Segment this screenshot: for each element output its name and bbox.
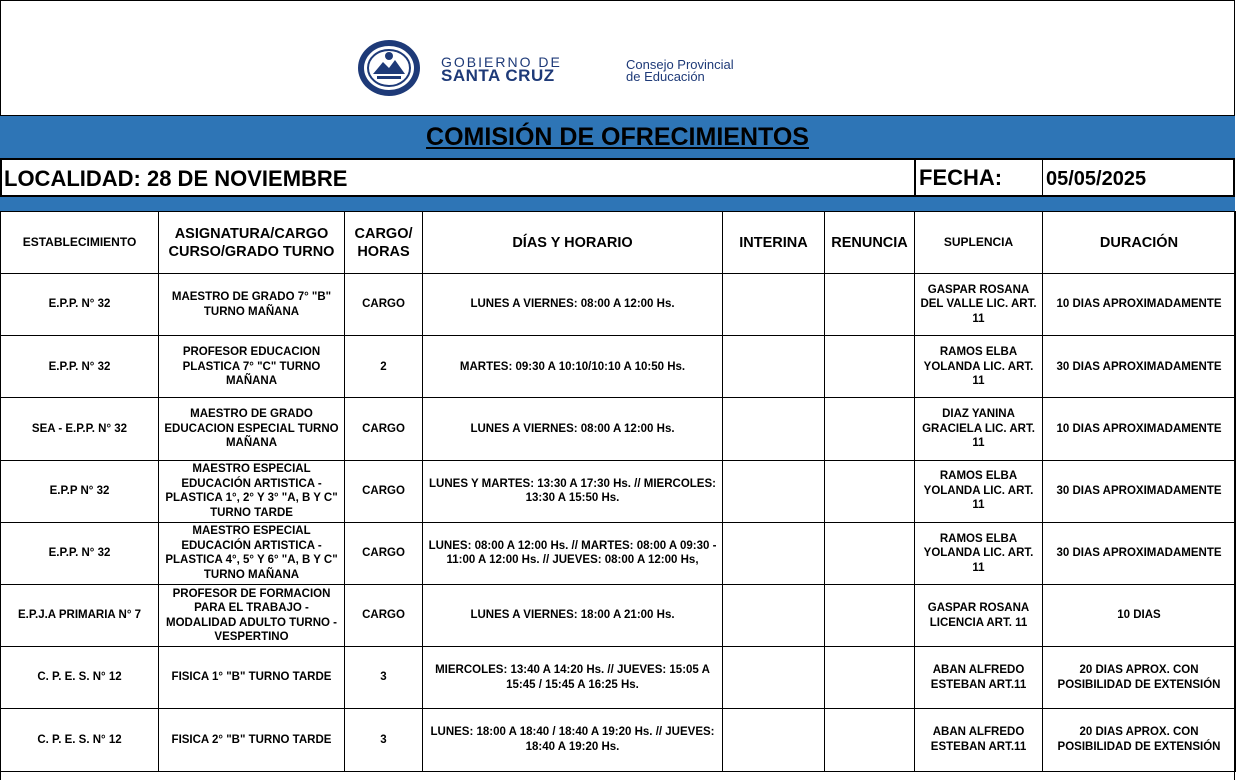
localidad-row xyxy=(0,158,1235,197)
cell-duracion: 10 DIAS APROXIMADAMENTE xyxy=(1043,274,1236,336)
table-row xyxy=(1,336,1236,398)
cell-cargo-horas: 2 xyxy=(345,336,423,398)
cell-establecimiento: E.P.P. N° 32 xyxy=(1,274,159,336)
cell-interina xyxy=(723,647,825,709)
gov-line2: SANTA CRUZ xyxy=(441,66,555,85)
col-header-establecimiento: ESTABLECIMIENTO xyxy=(1,212,159,274)
col-header-asignatura: ASIGNATURA/CARGO CURSO/GRADO TURNO xyxy=(159,212,345,274)
table-header-row xyxy=(1,212,1236,274)
table-row xyxy=(1,647,1236,709)
cell-establecimiento: E.P.P. N° 32 xyxy=(1,522,159,584)
cell-interina xyxy=(723,336,825,398)
cell-interina xyxy=(723,274,825,336)
gov-line1: GOBIERNO DE xyxy=(441,54,562,70)
consejo-line1: Consejo Provincial xyxy=(626,57,734,72)
cell-renuncia xyxy=(825,398,915,460)
divider-strip xyxy=(0,197,1235,211)
fecha-value-cell xyxy=(1042,160,1235,195)
cell-suplencia: DIAZ YANINA GRACIELA LIC. ART. 11 xyxy=(915,398,1043,460)
cell-asignatura: FISICA 1° "B" TURNO TARDE xyxy=(159,647,345,709)
cell-interina xyxy=(723,709,825,771)
cell-duracion: 20 DIAS APROX. CON POSIBILIDAD DE EXTENSIÓN xyxy=(1043,647,1236,709)
cell-dias-horario: MIERCOLES: 13:40 A 14:20 Hs. // JUEVES: 15:05 A 15:45 / 15:45 A 16:25 Hs. xyxy=(423,647,723,709)
cell-cargo-horas: CARGO xyxy=(345,398,423,460)
cell-cargo-horas: 3 xyxy=(345,709,423,771)
cell-establecimiento: SEA - E.P.P. N° 32 xyxy=(1,398,159,460)
cell-dias-horario: LUNES: 08:00 A 12:00 Hs. // MARTES: 08:00 A 09:30 - 11:00 A 12:00 Hs. // JUEVES: 08:00 A 12:00 Hs, xyxy=(423,522,723,584)
cell-establecimiento: C. P. E. S. N° 12 xyxy=(1,647,159,709)
cell-cargo-horas: CARGO xyxy=(345,460,423,522)
cell-asignatura: PROFESOR EDUCACION PLASTICA 7° "C" TURNO MAÑANA xyxy=(159,336,345,398)
cell-renuncia xyxy=(825,274,915,336)
cell-duracion: 30 DIAS APROXIMADAMENTE xyxy=(1043,336,1236,398)
cell-suplencia: ABAN ALFREDO ESTEBAN ART.11 xyxy=(915,709,1043,771)
col-header-dias-horario: DÍAS Y HORARIO xyxy=(423,212,723,274)
cell-duracion: 10 DIAS xyxy=(1043,584,1236,646)
cell-interina xyxy=(723,584,825,646)
fecha-label: FECHA: xyxy=(919,165,1003,190)
col-header-suplencia: SUPLENCIA xyxy=(915,212,1043,274)
cell-dias-horario: LUNES A VIERNES: 08:00 A 12:00 Hs. xyxy=(423,398,723,460)
cell-duracion: 30 DIAS APROXIMADAMENTE xyxy=(1043,460,1236,522)
cell-renuncia xyxy=(825,709,915,771)
col-header-cargo-horas: CARGO/ HORAS xyxy=(345,212,423,274)
cell-interina xyxy=(723,522,825,584)
cell-suplencia: RAMOS ELBA YOLANDA LIC. ART. 11 xyxy=(915,460,1043,522)
cell-suplencia: GASPAR ROSANA DEL VALLE LIC. ART. 11 xyxy=(915,274,1043,336)
cell-asignatura: PROFESOR DE FORMACION PARA EL TRABAJO - MODALIDAD ADULTO TURNO - VESPERTINO xyxy=(159,584,345,646)
ofrecimientos-table xyxy=(0,211,1236,772)
cell-suplencia: RAMOS ELBA YOLANDA LIC. ART. 11 xyxy=(915,522,1043,584)
cell-establecimiento: E.P.P N° 32 xyxy=(1,460,159,522)
cell-establecimiento: E.P.J.A PRIMARIA N° 7 xyxy=(1,584,159,646)
cell-renuncia xyxy=(825,336,915,398)
col-header-duracion: DURACIÓN xyxy=(1043,212,1236,274)
cell-cargo-horas: CARGO xyxy=(345,584,423,646)
localidad-text: LOCALIDAD: 28 DE NOVIEMBRE xyxy=(4,166,348,191)
cell-cargo-horas: 3 xyxy=(345,647,423,709)
cell-asignatura: MAESTRO ESPECIAL EDUCACIÓN ARTISTICA - PLASTICA 1°, 2° Y 3° "A, B Y C" TURNO TARDE xyxy=(159,460,345,522)
table-row xyxy=(1,584,1236,646)
col-header-renuncia: RENUNCIA xyxy=(825,212,915,274)
cell-dias-horario: LUNES Y MARTES: 13:30 A 17:30 Hs. // MIERCOLES: 13:30 A 15:50 Hs. xyxy=(423,460,723,522)
cell-renuncia xyxy=(825,460,915,522)
cell-establecimiento: C. P. E. S. N° 12 xyxy=(1,709,159,771)
cell-dias-horario: MARTES: 09:30 A 10:10/10:10 A 10:50 Hs. xyxy=(423,336,723,398)
fecha-label-cell xyxy=(914,160,1042,195)
table-row xyxy=(1,274,1236,336)
cell-dias-horario: LUNES A VIERNES: 08:00 A 12:00 Hs. xyxy=(423,274,723,336)
cell-dias-horario: LUNES: 18:00 A 18:40 / 18:40 A 19:20 Hs. // JUEVES: 18:40 A 19:20 Hs. xyxy=(423,709,723,771)
col-header-interina: INTERINA xyxy=(723,212,825,274)
cell-duracion: 30 DIAS APROXIMADAMENTE xyxy=(1043,522,1236,584)
cell-duracion: 20 DIAS APROX. CON POSIBILIDAD DE EXTENSIÓN xyxy=(1043,709,1236,771)
cell-dias-horario: LUNES A VIERNES: 18:00 A 21:00 Hs. xyxy=(423,584,723,646)
table-row xyxy=(1,460,1236,522)
cell-establecimiento: E.P.P. N° 32 xyxy=(1,336,159,398)
fecha-value: 05/05/2025 xyxy=(1046,168,1147,190)
cell-renuncia xyxy=(825,647,915,709)
santa-cruz-seal-icon xyxy=(355,38,423,98)
cell-asignatura: MAESTRO DE GRADO EDUCACION ESPECIAL TURNO MAÑANA xyxy=(159,398,345,460)
cell-interina xyxy=(723,460,825,522)
cell-suplencia: ABAN ALFREDO ESTEBAN ART.11 xyxy=(915,647,1043,709)
cell-asignatura: MAESTRO ESPECIAL EDUCACIÓN ARTISTICA - PLASTICA 4°, 5° Y 6° "A, B Y C" TURNO MAÑANA xyxy=(159,522,345,584)
cell-asignatura: MAESTRO DE GRADO 7° "B" TURNO MAÑANA xyxy=(159,274,345,336)
document-header xyxy=(0,0,1235,115)
cell-cargo-horas: CARGO xyxy=(345,522,423,584)
cell-cargo-horas: CARGO xyxy=(345,274,423,336)
consejo-line2: de Educación xyxy=(626,69,705,84)
cell-suplencia: GASPAR ROSANA LICENCIA ART. 11 xyxy=(915,584,1043,646)
cell-renuncia xyxy=(825,584,915,646)
table-row xyxy=(1,398,1236,460)
table-body xyxy=(1,274,1236,772)
table-row xyxy=(1,522,1236,584)
table-row xyxy=(1,709,1236,771)
title-bar xyxy=(0,115,1235,158)
cell-duracion: 10 DIAS APROXIMADAMENTE xyxy=(1043,398,1236,460)
document-title: COMISIÓN DE OFRECIMIENTOS xyxy=(426,123,809,151)
cell-interina xyxy=(723,398,825,460)
cell-suplencia: RAMOS ELBA YOLANDA LIC. ART. 11 xyxy=(915,336,1043,398)
cell-renuncia xyxy=(825,522,915,584)
cell-asignatura: FISICA 2° "B" TURNO TARDE xyxy=(159,709,345,771)
